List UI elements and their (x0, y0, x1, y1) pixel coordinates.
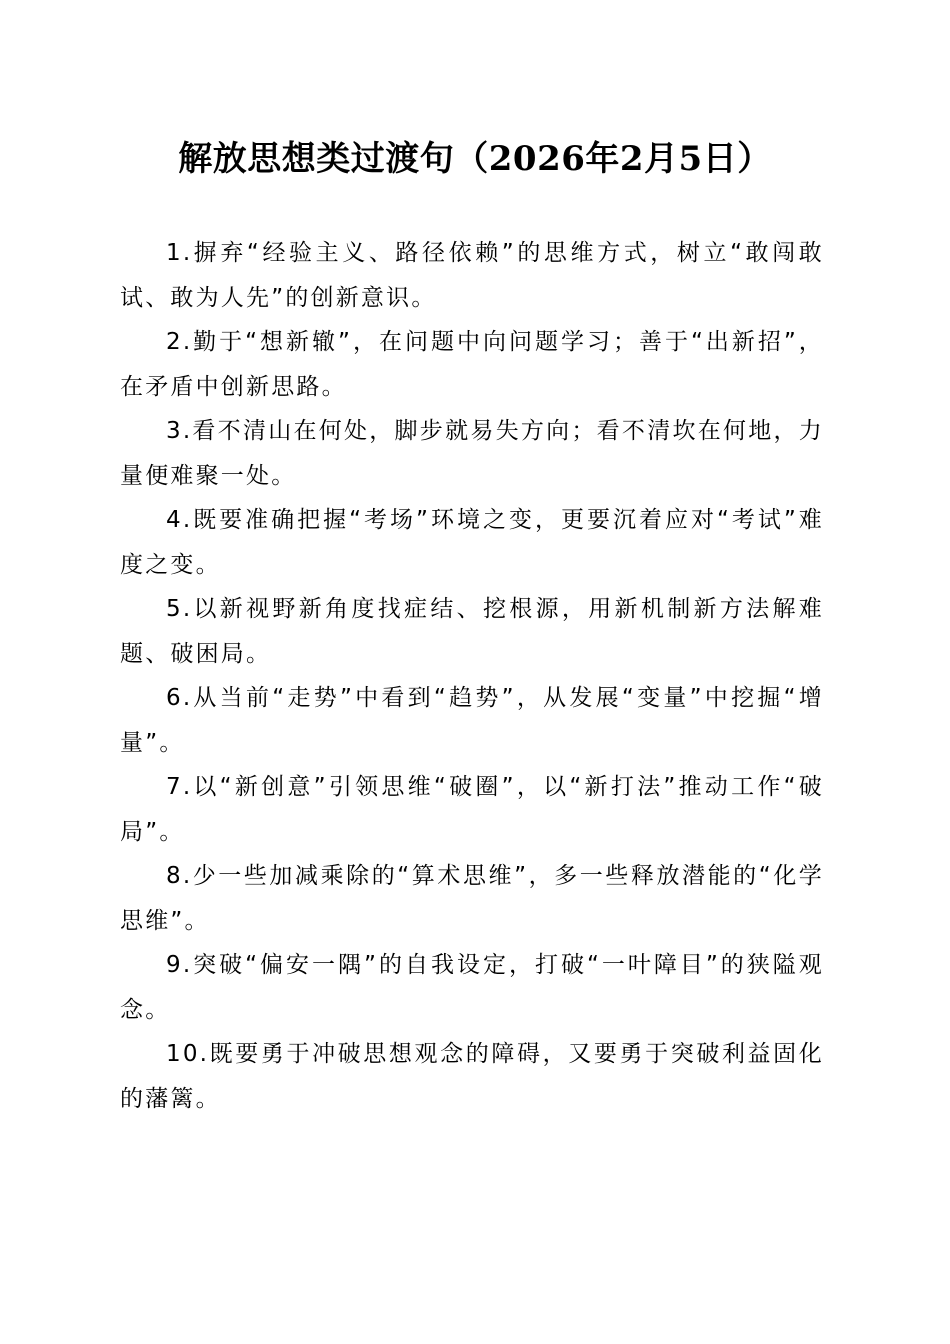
paragraph-3: 3.看不清山在何处，脚步就易失方向；看不清坎在何地，力量便难聚一处。 (120, 418, 824, 489)
paragraph-7: 7.以“新创意”引领思维“破圈”，以“新打法”推动工作“破局”。 (120, 774, 824, 845)
paragraph-10: 10.既要勇于冲破思想观念的障碍，又要勇于突破利益固化的藩篱。 (120, 1041, 824, 1112)
paragraph-9: 9.突破“偏安一隅”的自我设定，打破“一叶障目”的狭隘观念。 (120, 952, 824, 1023)
paragraph-6: 6.从当前“走势”中看到“趋势”，从发展“变量”中挖掘“增量”。 (120, 685, 824, 756)
paragraph-5: 5.以新视野新角度找症结、挖根源，用新机制新方法解难题、破困局。 (120, 596, 824, 667)
paragraph-4: 4.既要准确把握“考场”环境之变，更要沉着应对“考试”难度之变。 (120, 507, 824, 578)
document-body (120, 231, 824, 1121)
paragraph-1: 1.摒弃“经验主义、路径依赖”的思维方式，树立“敢闯敢试、敢为人先”的创新意识。 (120, 240, 824, 311)
paragraph-2: 2.勤于“想新辙”，在问题中向问题学习；善于“出新招”，在矛盾中创新思路。 (120, 329, 824, 400)
paragraph-8: 8.少一些加减乘除的“算术思维”，多一些释放潜能的“化学思维”。 (120, 863, 824, 934)
document-title: 解放思想类过渡句（2026年2月5日） (178, 139, 772, 179)
